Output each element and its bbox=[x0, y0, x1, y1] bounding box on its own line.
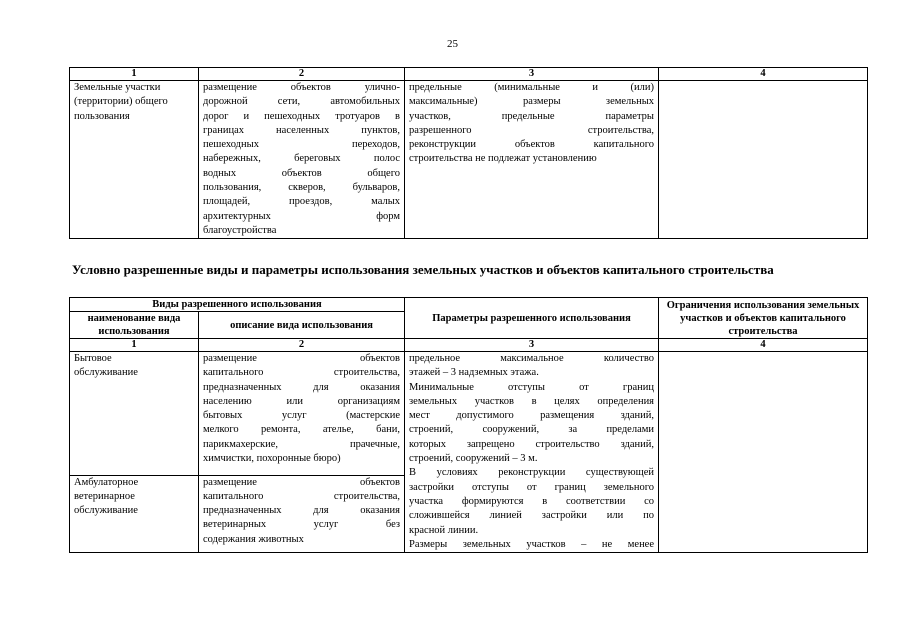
use-name-cell bbox=[70, 81, 199, 239]
cell-line: сложившейся линией застройки или по bbox=[409, 510, 655, 522]
cell-line: красной линии. bbox=[409, 524, 479, 536]
cell-line: химчистки, похоронные бюро) bbox=[203, 453, 341, 465]
cell-line: участка формируются в соответствии со bbox=[409, 495, 655, 507]
cell-line: границах населенных пунктов, bbox=[203, 124, 400, 136]
cell-line: парикмахерские, прачечные, bbox=[203, 438, 401, 450]
cell-line: мест допустимого размещения зданий, bbox=[409, 410, 655, 422]
use-description-cell bbox=[199, 81, 405, 239]
parameters-cell bbox=[405, 352, 659, 553]
cell-line: Бытовое bbox=[74, 353, 112, 364]
cell-line: пользования, скверов, бульваров, bbox=[203, 182, 400, 194]
cell-line: строительства не подлежат установлению bbox=[409, 153, 597, 165]
table-row bbox=[70, 352, 868, 476]
page-number: 25 bbox=[447, 38, 458, 50]
cell-line: размещение объектов улично- bbox=[203, 82, 400, 93]
cell-line: Земельные участки bbox=[74, 82, 161, 93]
cell-line: бытовых услуг (мастерские bbox=[203, 410, 401, 422]
cell-line: размещение объектов bbox=[203, 476, 401, 488]
cell-line: содержания животных bbox=[203, 533, 304, 545]
use-description-cell bbox=[199, 352, 405, 476]
conditional-use-table bbox=[69, 297, 868, 553]
cell-line: обслуживание bbox=[74, 505, 138, 517]
restrictions-cell bbox=[659, 81, 868, 239]
restrictions-header: Ограничения использования земельных участков и объектов капитального строительства bbox=[659, 298, 868, 339]
cell-line: благоустройства bbox=[203, 224, 277, 236]
cell-line: архитектурных форм bbox=[203, 210, 400, 222]
cell-line: набережных, береговых полос bbox=[203, 153, 400, 165]
cell-line: пользования bbox=[74, 110, 130, 122]
cell-line: предназначенных для оказания bbox=[203, 381, 401, 393]
cell-line: которых запрещено строительство зданий, bbox=[409, 438, 655, 450]
cell-line: реконструкции объектов капитального bbox=[409, 139, 654, 151]
section-heading: Условно разрешенные виды и параметры использования земельных участков и объектов капитального строительства bbox=[72, 262, 774, 277]
cell-line: максимальные) размеры земельных bbox=[409, 96, 654, 108]
permitted-use-table bbox=[69, 67, 868, 239]
cell-line: дорожной сети, автомобильных bbox=[203, 96, 400, 108]
column-number: 4 bbox=[659, 339, 868, 352]
table-row bbox=[70, 81, 868, 239]
use-types-group-header: Виды разрешенного использования bbox=[70, 298, 405, 312]
column-numbers-row bbox=[70, 68, 868, 81]
column-numbers-row bbox=[70, 339, 868, 352]
cell-line: ветеринарных услуг без bbox=[203, 519, 401, 531]
use-name-cell bbox=[70, 352, 199, 476]
header-row bbox=[70, 298, 868, 312]
cell-line: Минимальные отступы от границ bbox=[409, 381, 655, 393]
cell-line: земельных участков в целях определения bbox=[409, 395, 655, 407]
restrictions-cell bbox=[659, 352, 868, 553]
cell-line: разрешенного строительства, bbox=[409, 124, 654, 136]
cell-line: Амбулаторное bbox=[74, 476, 139, 488]
cell-line: дорог и пешеходных тротуаров в bbox=[203, 110, 400, 122]
cell-line: капитального строительства, bbox=[203, 490, 401, 502]
cell-line: площадей, проездов, малых bbox=[203, 196, 400, 208]
cell-line: пешеходных переходов, bbox=[203, 139, 400, 151]
use-description-cell bbox=[199, 475, 405, 553]
column-number: 2 bbox=[199, 339, 405, 352]
parameters-cell bbox=[405, 81, 659, 239]
cell-line: предельные (минимальные и (или) bbox=[409, 82, 654, 93]
cell-line: ветеринарное bbox=[74, 490, 135, 502]
cell-line: застройки отступы от границ земельного bbox=[409, 481, 655, 493]
use-name-cell bbox=[70, 475, 199, 553]
column-number: 3 bbox=[405, 339, 659, 352]
column-number: 2 bbox=[199, 68, 405, 81]
use-name-header: наименование вида использования bbox=[70, 312, 199, 339]
cell-line: водных объектов общего bbox=[203, 167, 400, 179]
cell-line: Размеры земельных участков – не менее bbox=[409, 538, 655, 550]
column-number: 3 bbox=[405, 68, 659, 81]
cell-line: обслуживание bbox=[74, 367, 138, 379]
column-number: 4 bbox=[659, 68, 868, 81]
cell-line: капитального строительства, bbox=[203, 367, 401, 379]
column-number: 1 bbox=[70, 68, 199, 81]
cell-line: населению или организациям bbox=[203, 395, 401, 407]
cell-line: этажей – 3 надземных этажа. bbox=[409, 367, 539, 379]
cell-line: предназначенных для оказания bbox=[203, 505, 401, 517]
cell-line: В условиях реконструкции существующей bbox=[409, 467, 655, 479]
use-description-header: описание вида использования bbox=[199, 312, 405, 339]
cell-line: (территории) общего bbox=[74, 96, 168, 108]
cell-line: строений, сооружений, за пределами bbox=[409, 424, 655, 436]
cell-line: участков, предельные параметры bbox=[409, 110, 654, 122]
parameters-header: Параметры разрешенного использования bbox=[405, 298, 659, 339]
cell-line: мелкого ремонта, ателье, бани, bbox=[203, 424, 401, 436]
cell-line: размещение объектов bbox=[203, 353, 401, 364]
cell-line: предельное максимальное количество bbox=[409, 353, 655, 364]
column-number: 1 bbox=[70, 339, 199, 352]
cell-line: строений, сооружений – 3 м. bbox=[409, 453, 538, 465]
